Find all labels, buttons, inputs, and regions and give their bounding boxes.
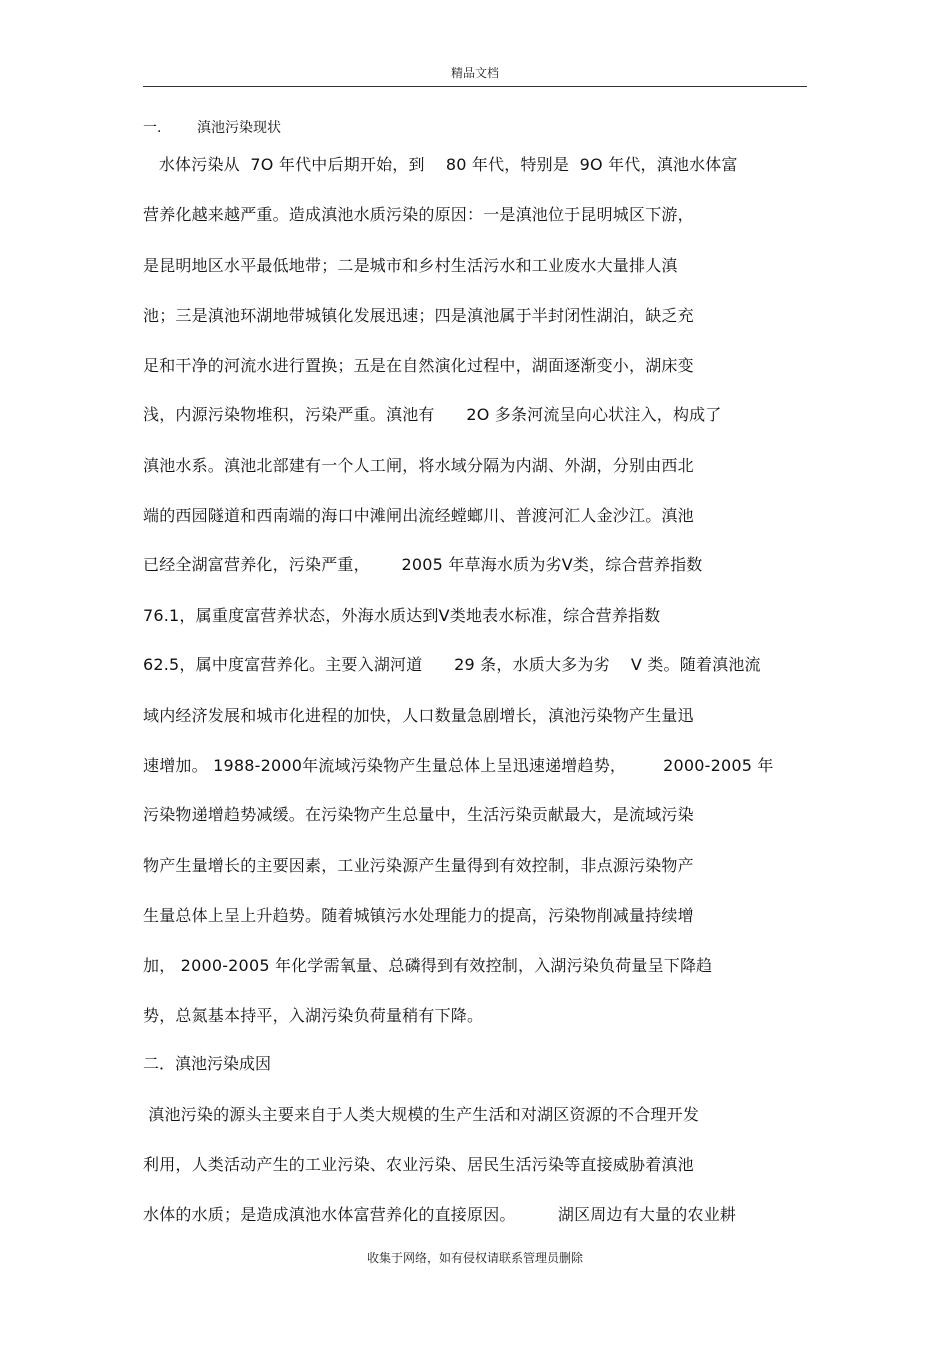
- paragraph-1-line: 物产生量增长的主要因素，工业污染源产生量得到有效控制，非点源污染物产: [143, 856, 694, 875]
- paragraph-1-line: 滇池水系。滇池北部建有一个人工闸，将水域分隔为内湖、外湖，分别由西北: [143, 456, 694, 475]
- paragraph-1-line: 水体污染从 7O 年代中后期开始，到 80 年代，特别是 9O 年代，滇池水体富: [143, 155, 738, 174]
- paragraph-1-line: 足和干净的河流水进行置换；五是在自然演化过程中，湖面逐渐变小，湖床变: [143, 356, 694, 375]
- paragraph-1-line: 势，总氮基本持平，入湖污染负荷量稍有下降。: [143, 1006, 484, 1025]
- paragraph-1-line: 池；三是滇池环湖地带城镇化发展迅速；四是滇池属于半封闭性湖泊，缺乏充: [143, 306, 694, 325]
- paragraph-1-line: 生量总体上呈上升趋势。随着城镇污水处理能力的提高，污染物削减量持续增: [143, 906, 694, 925]
- paragraph-1-line: 是昆明地区水平最低地带；二是城市和乡村生活污水和工业废水大量排人滇: [143, 256, 678, 275]
- paragraph-2-line: 利用，人类活动产生的工业污染、农业污染、居民生活污染等直接威胁着滇池: [143, 1155, 694, 1174]
- paragraph-1-line: 浅，内源污染物堆积，污染严重。滇池有 2O 多条河流呈向心状注入，构成了: [143, 405, 722, 424]
- paragraph-1-line: 76.1，属重度富营养状态，外海水质达到Ⅴ类地表水标准，综合营养指数: [143, 606, 661, 625]
- header-divider: [143, 86, 807, 87]
- paragraph-2-line: 水体的水质；是造成滇池水体富营养化的直接原因。 湖区周边有大量的农业耕: [143, 1205, 737, 1224]
- paragraph-1-line: 域内经济发展和城市化进程的加快，人口数量急剧增长，滇池污染物产生量迅: [143, 706, 694, 725]
- paragraph-1-line: 62.5，属中度富营养化。主要入湖河道 29 条，水质大多为劣 V 类。随着滇池流: [143, 655, 761, 674]
- paragraph-1-line: 速增加。 1988-2000年流域污染物产生量总体上呈迅速递增趋势， 2000-2005 年: [143, 756, 774, 775]
- paragraph-2-line: 滇池污染的源头主要来自于人类大规模的生产生活和对湖区资源的不合理开发: [143, 1105, 700, 1124]
- section-heading-2: 二．滇池污染成因: [143, 1054, 272, 1073]
- paragraph-1-line: 污染物递增趋势减缓。在污染物产生总量中，生活污染贡献最大，是流域污染: [143, 805, 694, 824]
- paragraph-1-line: 营养化越来越严重。造成滇池水质污染的原因：一是滇池位于昆明城区下游，: [143, 205, 694, 224]
- paragraph-1-line: 加， 2000-2005 年化学需氧量、总磷得到有效控制，入湖污染负荷量呈下降趋: [143, 956, 713, 975]
- paragraph-1-line: 已经全湖富营养化，污染严重， 2005 年草海水质为劣Ⅴ类，综合营养指数: [143, 555, 703, 574]
- page-footer: 收集于网络，如有侵权请联系管理员删除: [366, 1251, 583, 1265]
- paragraph-1-line: 端的西园隧道和西南端的海口中滩闸出流经螳螂川、普渡河汇人金沙江。滇池: [143, 506, 694, 525]
- section-heading-1: 一. 滇池污染现状: [143, 120, 282, 136]
- page-header: 精品文档: [450, 66, 499, 80]
